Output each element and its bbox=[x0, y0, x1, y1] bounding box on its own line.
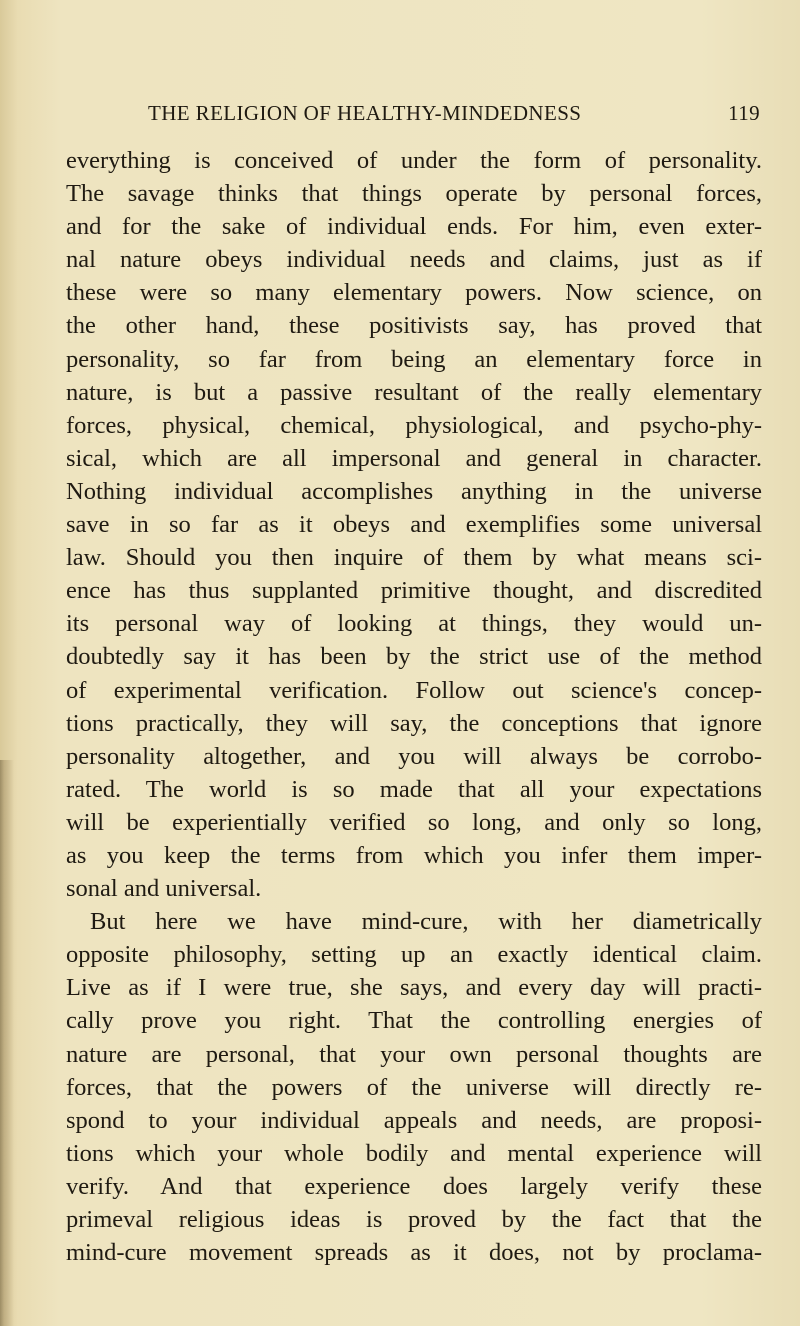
text-line: these were so many elementary powers. Now science, on bbox=[66, 279, 762, 307]
text-line: forces, that the powers of the universe will directly re- bbox=[66, 1073, 762, 1101]
page-number: 119 bbox=[728, 101, 760, 125]
binding-shadow bbox=[0, 760, 14, 1326]
running-title: THE RELIGION OF HEALTHY-MINDEDNESS bbox=[148, 101, 582, 125]
running-head bbox=[148, 101, 760, 129]
text-line: everything is conceived of under the form of personality. bbox=[66, 147, 762, 174]
text-line: rated. The world is so made that all your expectations bbox=[66, 775, 762, 803]
text-line: as you keep the terms from which you infer them imper- bbox=[66, 841, 762, 869]
text-line: cally prove you right. That the controlling energies of bbox=[66, 1007, 762, 1035]
text-line: The savage thinks that things operate by personal forces, bbox=[66, 180, 762, 208]
text-line: tions practically, they will say, the conceptions that ignore bbox=[66, 709, 762, 737]
text-line: opposite philosophy, setting up an exactly identical claim. bbox=[66, 941, 762, 969]
text-line: and for the sake of individual ends. For him, even exter- bbox=[66, 213, 762, 241]
text-line: doubtedly say it has been by the strict use of the method bbox=[66, 643, 762, 671]
text-line: mind-cure movement spreads as it does, not by proclama- bbox=[66, 1239, 762, 1267]
text-line: verify. And that experience does largely verify these bbox=[66, 1172, 762, 1200]
text-line: spond to your individual appeals and needs, are proposi- bbox=[66, 1106, 762, 1134]
text-line: tions which your whole bodily and mental experience will bbox=[66, 1139, 762, 1167]
text-line: primeval religious ideas is proved by the fact that the bbox=[66, 1206, 762, 1233]
body-text bbox=[66, 144, 762, 1269]
text-line: sical, which are all impersonal and general in character. bbox=[66, 444, 762, 472]
text-line: nature, is but a passive resultant of the really elementary bbox=[66, 378, 762, 406]
text-line: personality altogether, and you will always be corrobo- bbox=[66, 742, 762, 770]
text-line: personality, so far from being an elementary force in bbox=[66, 345, 762, 373]
text-line: the other hand, these positivists say, has proved that bbox=[66, 312, 762, 340]
text-line: law. Should you then inquire of them by what means sci- bbox=[66, 544, 762, 572]
text-line: will be experientially verified so long, and only so long, bbox=[66, 808, 762, 836]
text-line: nature are personal, that your own personal thoughts are bbox=[66, 1040, 762, 1068]
paragraph-start-line: But here we have mind-cure, with her diametrically bbox=[90, 908, 762, 936]
text-line: save in so far as it obeys and exemplifies some universal bbox=[66, 511, 762, 539]
text-line: of experimental verification. Follow out science's concep- bbox=[66, 676, 762, 704]
paragraph-end-line: sonal and universal. bbox=[66, 875, 262, 903]
text-line: its personal way of looking at things, they would un- bbox=[66, 610, 762, 638]
text-line: ence has thus supplanted primitive thought, and discredited bbox=[66, 577, 762, 605]
text-line: Live as if I were true, she says, and every day will practi- bbox=[66, 974, 762, 1002]
text-line: nal nature obeys individual needs and claims, just as if bbox=[66, 246, 762, 274]
text-line: Nothing individual accomplishes anything in the universe bbox=[66, 477, 762, 505]
text-line: forces, physical, chemical, physiological, and psycho-phy- bbox=[66, 411, 762, 439]
